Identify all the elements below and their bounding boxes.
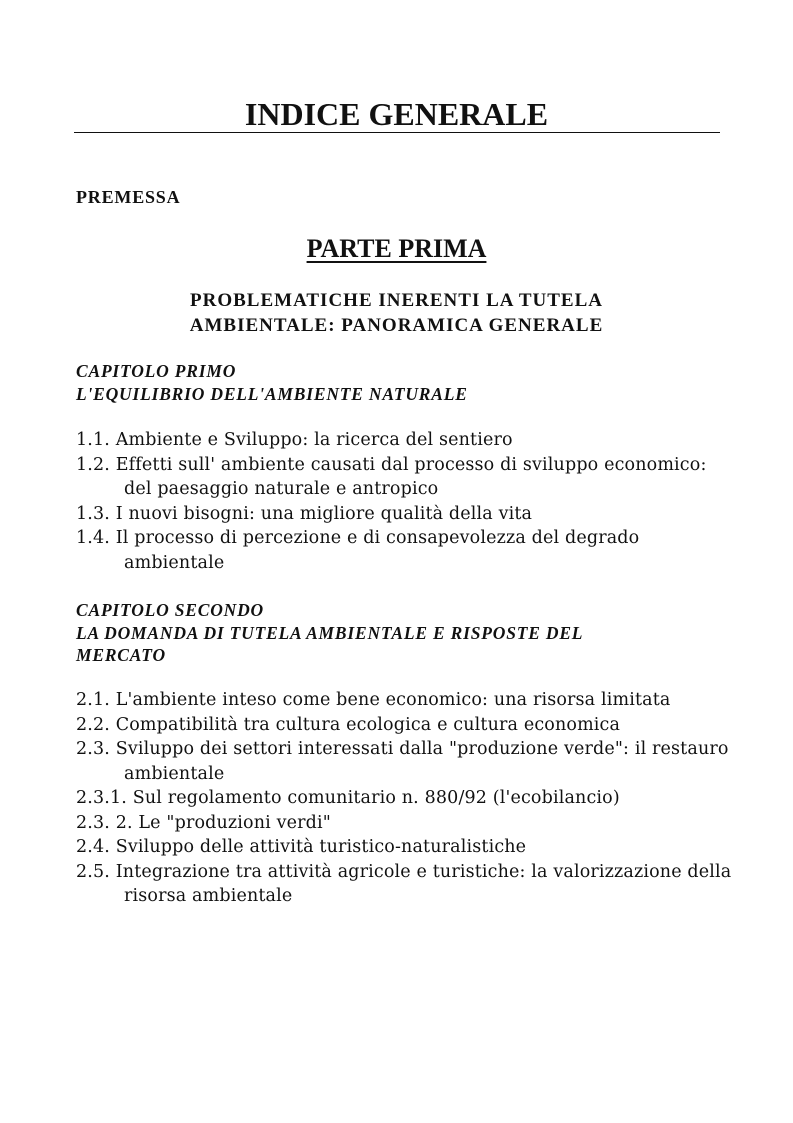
toc-entry: 2.1. L'ambiente inteso come bene economico: una risorsa limitata	[76, 690, 671, 710]
part-subtitle-line: AMBIENTALE: PANORAMICA GENERALE	[189, 315, 604, 336]
chapter-title: L'EQUILIBRIO DELL'AMBIENTE NATURALE	[76, 383, 468, 404]
toc-entry: 2.4. Sviluppo delle attività turistico-naturalistiche	[76, 837, 527, 857]
toc-list	[76, 428, 736, 575]
toc-entry: 2.3. Sviluppo dei settori interessati dalla "produzione verde": il restauro ambientale	[76, 739, 729, 784]
toc-entry: 1.4. Il processo di percezione e di consapevolezza del degrado ambientale	[76, 528, 640, 573]
toc-entry: 2.5. Integrazione tra attività agricole e turistiche: la valorizzazione della risorsa ambientale	[76, 861, 732, 906]
chapter-heading	[76, 360, 726, 405]
chapter-title-continued: MERCATO	[76, 645, 166, 665]
chapter-number: CAPITOLO SECONDO	[76, 600, 264, 620]
toc-entry: 1.1. Ambiente e Sviluppo: la ricerca del sentiero	[76, 430, 513, 450]
page-title: INDICE GENERALE	[244, 96, 549, 132]
title-underline-rule	[74, 132, 720, 133]
chapter-number: CAPITOLO PRIMO	[76, 361, 237, 381]
toc-list	[76, 688, 736, 909]
part-title: PARTE PRIMA	[306, 234, 487, 263]
toc-entry: 2.3.1. Sul regolamento comunitario n. 880/92 (l'ecobilancio)	[76, 788, 620, 808]
toc-entry: 2.3. 2. Le "produzioni verdi"	[76, 812, 331, 833]
premessa-heading: PREMESSA	[76, 187, 181, 207]
chapter-title: LA DOMANDA DI TUTELA AMBIENTALE E RISPOSTE DEL	[76, 622, 584, 643]
toc-entry: 2.2. Compatibilità tra cultura ecologica e cultura economica	[76, 714, 621, 735]
toc-entry: 1.2. Effetti sull' ambiente causati dal processo di sviluppo economico: del paesaggio naturale e antropico	[76, 454, 707, 499]
toc-entry: 1.3. I nuovi bisogni: una migliore qualità della vita	[76, 503, 533, 524]
part-subtitle-line: PROBLEMATICHE INERENTI LA TUTELA	[190, 290, 603, 311]
chapter-heading	[76, 599, 726, 667]
part-subtitle	[0, 288, 793, 338]
